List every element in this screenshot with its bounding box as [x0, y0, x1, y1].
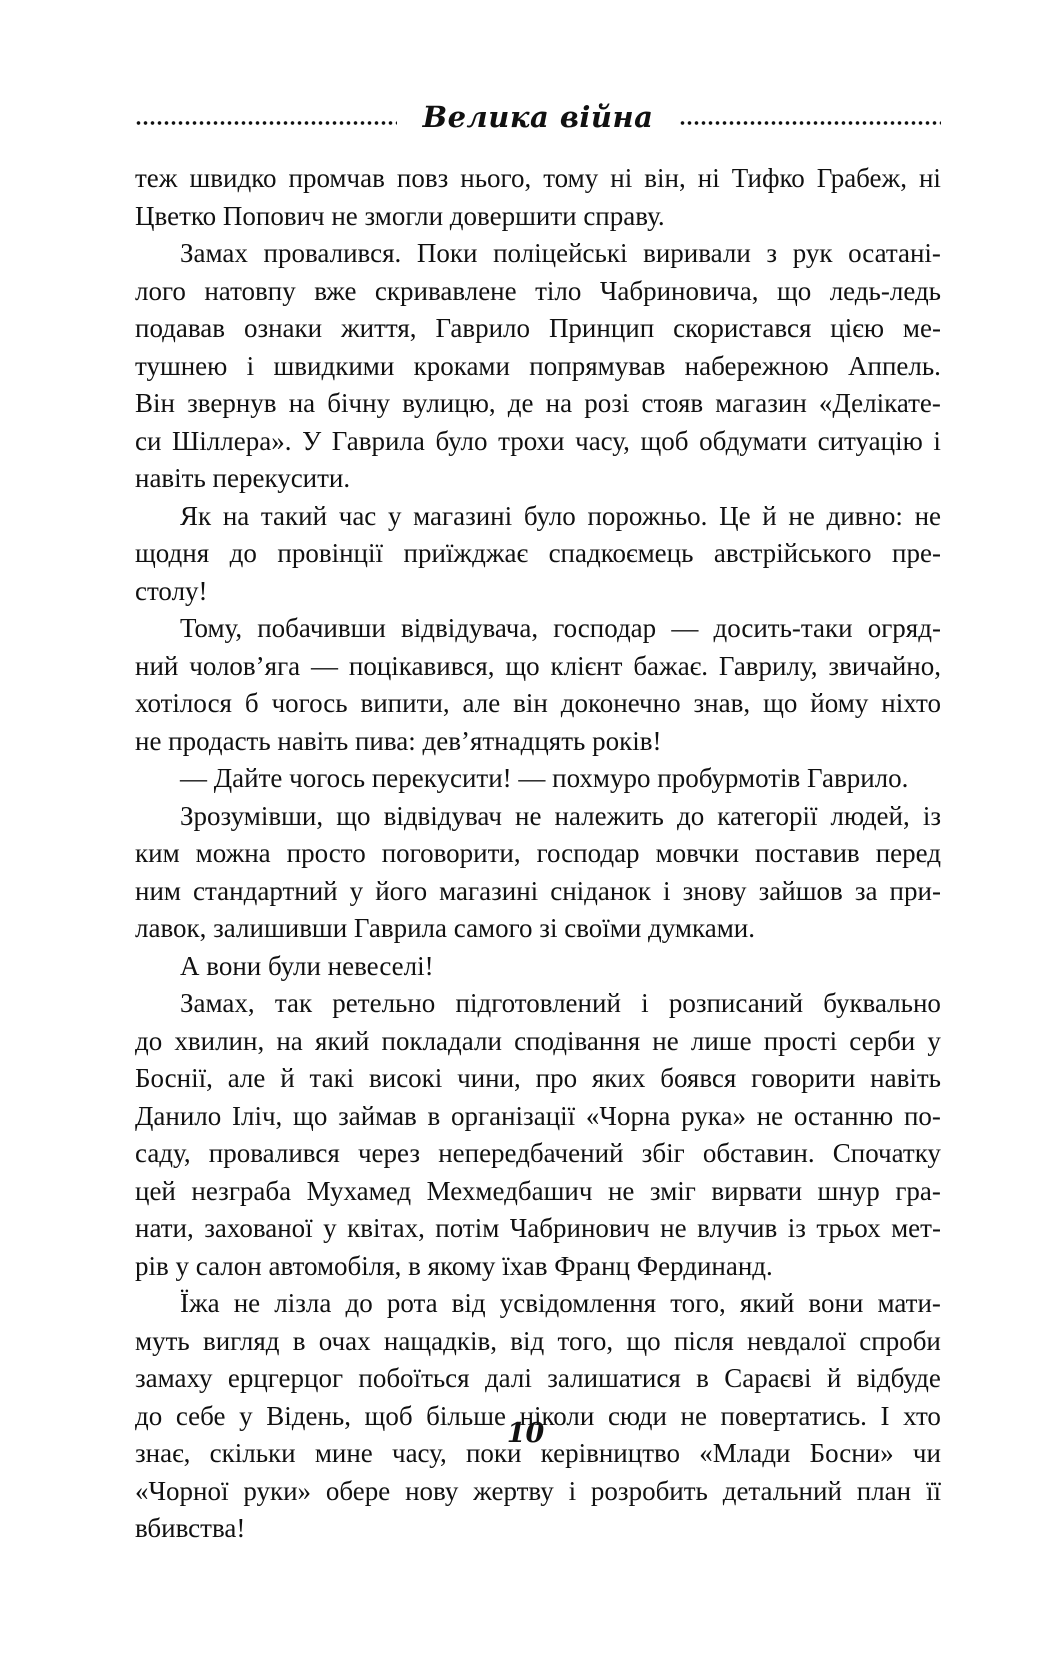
- text-line: Данило Іліч, що займав в організації «Чорна рука» не останню по-: [135, 1100, 941, 1131]
- text-line: теж швидко промчав повз нього, тому ні він, ні Тифко Грабеж, ні: [135, 163, 941, 193]
- text-line: Боснії, але й такі високі чини, про яких боявся говорити навіть: [135, 1063, 941, 1093]
- text-line: столу!: [135, 575, 208, 606]
- text-line: до себе у Відень, щоб більше ніколи сюди не повертатись. І хто: [135, 1400, 941, 1431]
- text-line: Замах провалився. Поки поліцейські виривали з рук осатані-: [180, 238, 941, 268]
- text-line: не продасть навіть пива: дев’ятнадцять років!: [135, 725, 662, 756]
- body-text: [135, 160, 941, 1548]
- text-line: Цветко Попович не змогли довершити справу.: [135, 200, 665, 231]
- text-line: А вони були невеселі!: [180, 950, 434, 981]
- text-line: вбивства!: [135, 1513, 246, 1543]
- text-line: цей незграба Мухамед Мехмедбашич не зміг вирвати шнур гра-: [135, 1175, 941, 1206]
- text-line: лого натовпу вже скривавлене тіло Чабриновича, що ледь-ледь: [135, 275, 941, 306]
- header-dot-leader-right: [679, 120, 941, 126]
- text-line: Тому, побачивши відвідувача, господар — досить-таки огряд-: [180, 613, 941, 643]
- running-header: [135, 95, 941, 139]
- text-line: — Дайте чогось перекусити! — похмуро пробурмотів Гаврило.: [180, 763, 909, 793]
- text-line: Зрозумівши, що відвідувач не належить до категорії людей, із: [180, 800, 941, 831]
- text-line: щодня до провінції приїжджає спадкоємець австрійського пре-: [135, 538, 941, 568]
- text-line: муть вигляд в очах нащадків, від того, що після невдалої спроби: [135, 1325, 941, 1356]
- text-line: рів у салон автомобіля, в якому їхав Франц Фердинанд.: [135, 1250, 773, 1281]
- text-line: замаху ерцгерцог побоїться далі залишатися в Сараєві й відбуде: [135, 1363, 941, 1393]
- running-header-title: Велика війна: [422, 100, 654, 134]
- page-number: 10: [506, 1418, 545, 1449]
- text-line: Як на такий час у магазині було порожньо. Це й не дивно: не: [180, 500, 941, 531]
- text-line: «Чорної руки» обере нову жертву і розробить детальний план її: [135, 1475, 941, 1506]
- text-line: ний чолов’яга — поцікавився, що клієнт бажає. Гаврилу, звичайно,: [135, 650, 941, 681]
- text-line: лавок, залишивши Гаврила самого зі своїми думками.: [135, 913, 755, 943]
- text-line: до хвилин, на який покладали сподівання не лише прості серби у: [135, 1025, 941, 1056]
- text-line: хотілося б чогось випити, але він доконечно знав, що йому ніхто: [135, 688, 941, 718]
- text-line: нати, захованої у квітах, потім Чабринович не влучив із трьох мет-: [135, 1213, 941, 1243]
- header-dot-leader-left: [135, 120, 397, 126]
- text-line: си Шіллера». У Гаврила було трохи часу, щоб обдумати ситуацію і: [135, 425, 941, 456]
- text-line: Їжа не лізла до рота від усвідомлення того, який вони мати-: [180, 1288, 941, 1318]
- text-line: тушнею і швидкими кроками попрямував набережною Аппель.: [135, 350, 941, 381]
- text-line: подавав ознаки життя, Гаврило Принцип скористався цією ме-: [135, 313, 941, 343]
- text-line: Замах, так ретельно підготовлений і розписаний буквально: [180, 988, 941, 1018]
- text-line: ким можна просто поговорити, господар мовчки поставив перед: [135, 838, 941, 868]
- text-line: знає, скільки мине часу, поки керівництво «Млади Босни» чи: [135, 1438, 941, 1468]
- text-line: ним стандартний у його магазині сніданок і знову зайшов за при-: [135, 875, 941, 906]
- text-line: навіть перекусити.: [135, 463, 351, 493]
- text-line: Він звернув на бічну вулицю, де на розі стояв магазин «Делікате-: [135, 388, 941, 418]
- text-line: саду, провалився через непередбачений збіг обставин. Спочатку: [135, 1138, 941, 1168]
